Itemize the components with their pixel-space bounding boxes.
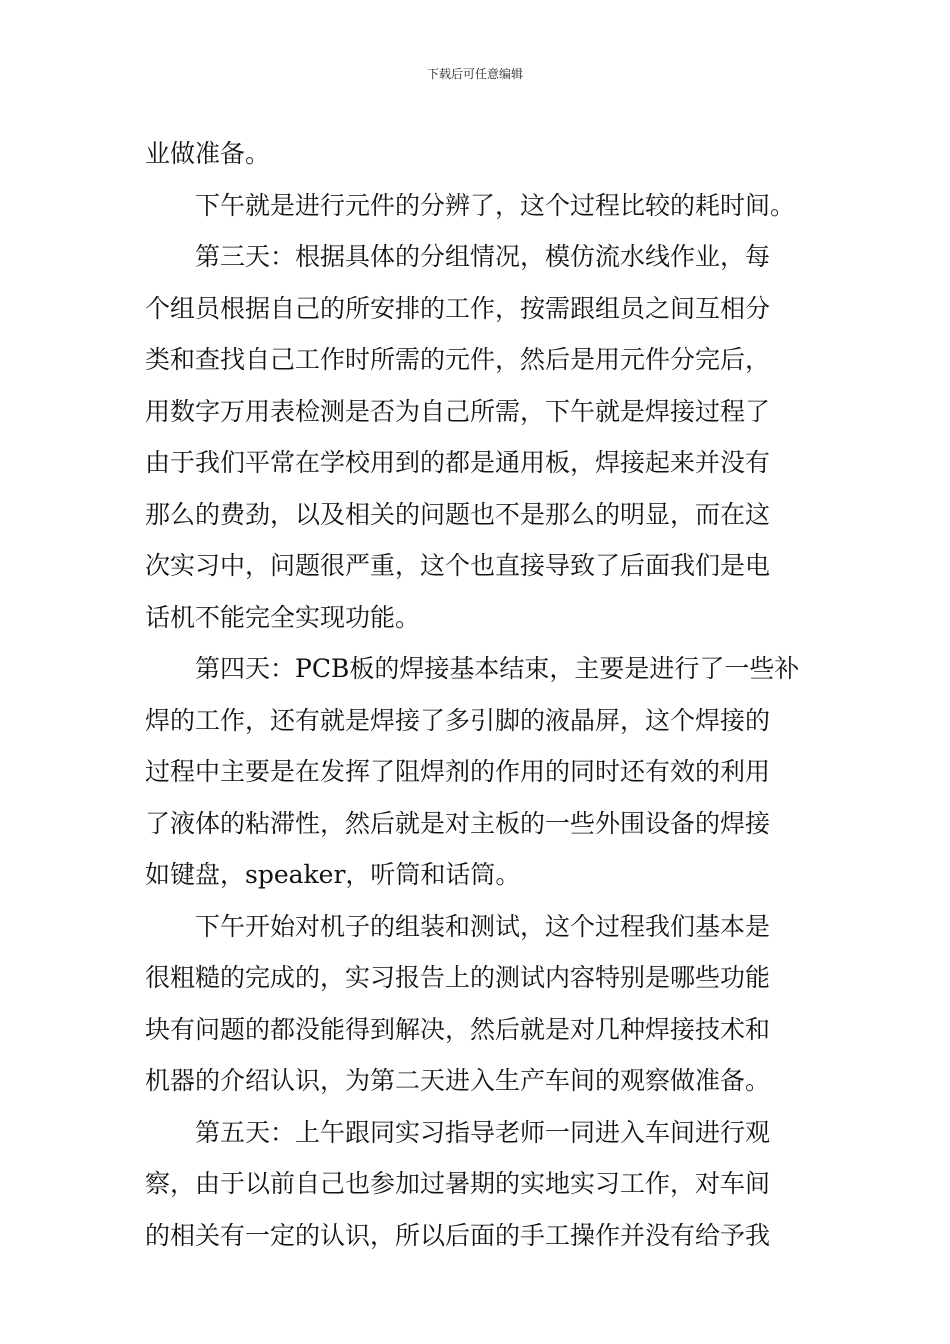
page-header: 下载后可任意编辑 [426,67,523,81]
text-line: 焊的工作，还有就是焊接了多引脚的液晶屏，这个焊接的 [145,705,771,735]
text-line: 用数字万用表检测是否为自己所需，下午就是焊接过程了 [145,396,771,426]
document-body [145,128,809,1261]
text-line: 过程中主要是在发挥了阻焊剂的作用的同时还有效的利用 [145,757,771,786]
text-line: 话机不能完全实现功能。 [145,602,421,632]
text-line: 块有问题的都没能得到解决，然后就是对几种焊接技术和 [145,1014,771,1044]
text-line: 由于我们平常在学校用到的都是通用板，焊接起来并没有 [145,448,771,477]
text-line: 了液体的粘滞性，然后就是对主板的一些外围设备的焊接 [145,808,771,838]
text-line: 下午就是进行元件的分辨了，这个过程比较的耗时间。 [195,190,796,220]
text-line: 如键盘，speaker，听筒和话筒。 [145,860,521,889]
text-line: 那么的费劲，以及相关的问题也不是那么的明显，而在这 [145,499,771,529]
text-line: 察，由于以前自己也参加过暑期的实地实习工作，对车间 [145,1169,771,1198]
text-line: 下午开始对机子的组装和测试，这个过程我们基本是 [195,911,771,941]
text-line: 机器的介绍认识，为第二天进入生产车间的观察做准备。 [145,1066,771,1095]
text-line: 类和查找自己工作时所需的元件，然后是用元件分完后， [145,345,771,374]
text-line: 个组员根据自己的所安排的工作，按需跟组员之间互相分 [145,293,771,323]
text-line: 的相关有一定的认识，所以后面的手工操作并没有给予我 [145,1220,771,1250]
text-line: 很粗糙的完成的，实习报告上的测试内容特别是哪些功能 [145,963,771,992]
text-line: 第三天：根据具体的分组情况，模仿流水线作业，每 [195,242,771,271]
text-line: 第五天：上午跟同实习指导老师一同进入车间进行观 [195,1117,771,1147]
text-line: 第四天：PCB板的焊接基本结束，主要是进行了一些补 [195,654,800,683]
text-line: 业做准备。 [145,139,271,168]
text-line: 次实习中，问题很严重，这个也直接导致了后面我们是电 [145,551,771,580]
